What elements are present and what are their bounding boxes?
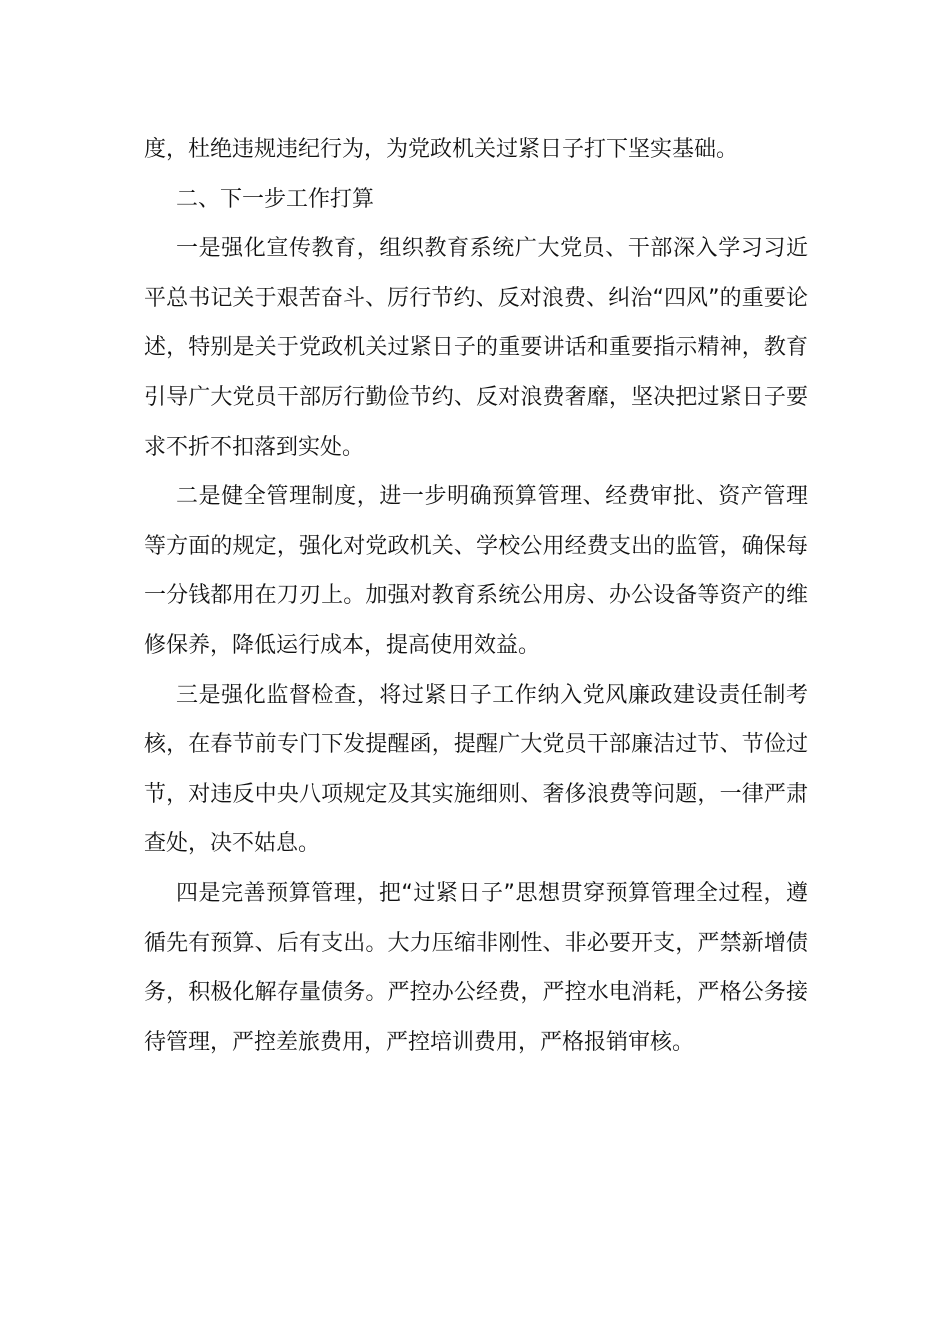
paragraph-supervision-inspection: 三是强化监督检查，将过紧日子工作纳入党风廉政建设责任制考核，在春节前专门下发提醒函，提醒广大党员干部廉洁过节、节俭过节，对违反中央八项规定及其实施细则、奢侈浪费等问题，一律严肃查处，决不姑息。: [144, 682, 808, 857]
paragraph-continuation: 度，杜绝违规违纪行为，为党政机关过紧日子打下坚实基础。: [144, 137, 739, 162]
paragraph-budget-management: 四是完善预算管理，把“过紧日子”思想贯穿预算管理全过程，遵循先有预算、后有支出。大力压缩非刚性、非必要开支，严禁新增债务，积极化解存量债务。严控办公经费，严控水电消耗，严格公务接待管理，严控差旅费用，严控培训费用，严格报销审核。: [144, 880, 808, 1055]
paragraph-publicity-education: 一是强化宣传教育，组织教育系统广大党员、干部深入学习习近平总书记关于艰苦奋斗、厉行节约、反对浪费、纠治“四风”的重要论述，特别是关于党政机关过紧日子的重要讲话和重要指示精神，教育引导广大党员干部厉行勤俭节约、反对浪费奢靡，坚决把过紧日子要求不折不扣落到实处。: [144, 236, 808, 460]
section-heading: 二、下一步工作打算: [176, 186, 375, 212]
document-page: [144, 125, 808, 1067]
paragraph-management-system: 二是健全管理制度，进一步明确预算管理、经费审批、资产管理等方面的规定，强化对党政机关、学校公用经费支出的监管，确保每一分钱都用在刀刃上。加强对教育系统公用房、办公设备等资产的维修保养，降低运行成本，提高使用效益。: [144, 484, 808, 658]
